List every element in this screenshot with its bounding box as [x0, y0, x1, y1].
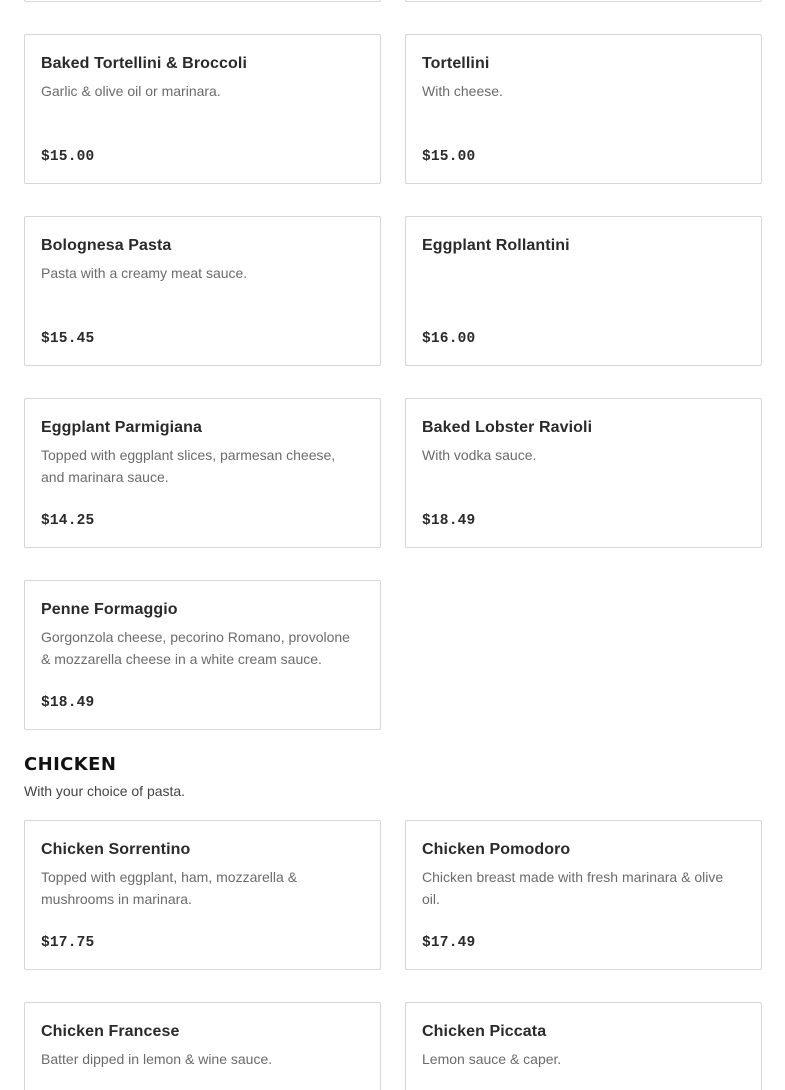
item-description: Pasta with a creamy meat sauce.	[41, 265, 248, 281]
menu-item-card[interactable]	[24, 398, 381, 548]
item-name: Chicken Francese	[41, 1023, 180, 1040]
item-description: Garlic & olive oil or marinara.	[41, 83, 221, 99]
item-description: Topped with eggplant, ham, mozzarella & mushrooms in marinara.	[41, 869, 298, 907]
item-name: Tortellini	[422, 55, 490, 72]
item-name: Chicken Pomodoro	[422, 841, 571, 858]
menu-item-card[interactable]	[24, 820, 381, 970]
item-name: Eggplant Rollantini	[422, 237, 570, 254]
item-price: $18.49	[41, 695, 95, 711]
menu-item-card[interactable]	[405, 0, 762, 2]
item-description: With vodka sauce.	[422, 447, 537, 463]
menu-item-card[interactable]	[24, 0, 381, 2]
item-name: Baked Tortellini & Broccoli	[41, 55, 247, 72]
section-subtitle: With your choice of pasta.	[24, 783, 186, 799]
item-name: Chicken Piccata	[422, 1023, 547, 1040]
item-description: Batter dipped in lemon & wine sauce.	[41, 1051, 273, 1067]
item-description: With cheese.	[422, 83, 503, 99]
item-price: $17.75	[41, 935, 95, 951]
menu-item-card[interactable]	[24, 216, 381, 366]
menu-item-card[interactable]	[24, 580, 381, 730]
item-price: $16.00	[422, 331, 476, 347]
item-price: $18.49	[422, 513, 476, 529]
item-name: Eggplant Parmigiana	[41, 419, 203, 436]
menu-item-card[interactable]	[405, 1002, 762, 1090]
item-price: $15.00	[41, 149, 95, 165]
section-title: CHICKEN	[24, 754, 117, 775]
item-price: $15.45	[41, 331, 95, 347]
item-description: Lemon sauce & caper.	[422, 1051, 562, 1067]
item-name: Penne Formaggio	[41, 601, 178, 618]
menu-item-card[interactable]	[24, 1002, 381, 1090]
item-price: $15.00	[422, 149, 476, 165]
item-name: Bolognesa Pasta	[41, 237, 172, 254]
item-price: $17.49	[422, 935, 476, 951]
item-name: Chicken Sorrentino	[41, 841, 191, 858]
item-price: $14.25	[41, 513, 95, 529]
item-description: Chicken breast made with fresh marinara & olive oil.	[422, 869, 724, 907]
menu-item-card[interactable]	[24, 34, 381, 184]
item-name: Baked Lobster Ravioli	[422, 419, 593, 436]
menu-item-card[interactable]	[405, 34, 762, 184]
menu-item-card[interactable]	[405, 820, 762, 970]
menu-item-card[interactable]	[405, 398, 762, 548]
menu-item-card[interactable]	[405, 216, 762, 366]
item-description: Gorgonzola cheese, pecorino Romano, provolone & mozzarella cheese in a white cream sauce.	[41, 629, 350, 667]
item-description: Topped with eggplant slices, parmesan cheese, and marinara sauce.	[41, 447, 336, 485]
